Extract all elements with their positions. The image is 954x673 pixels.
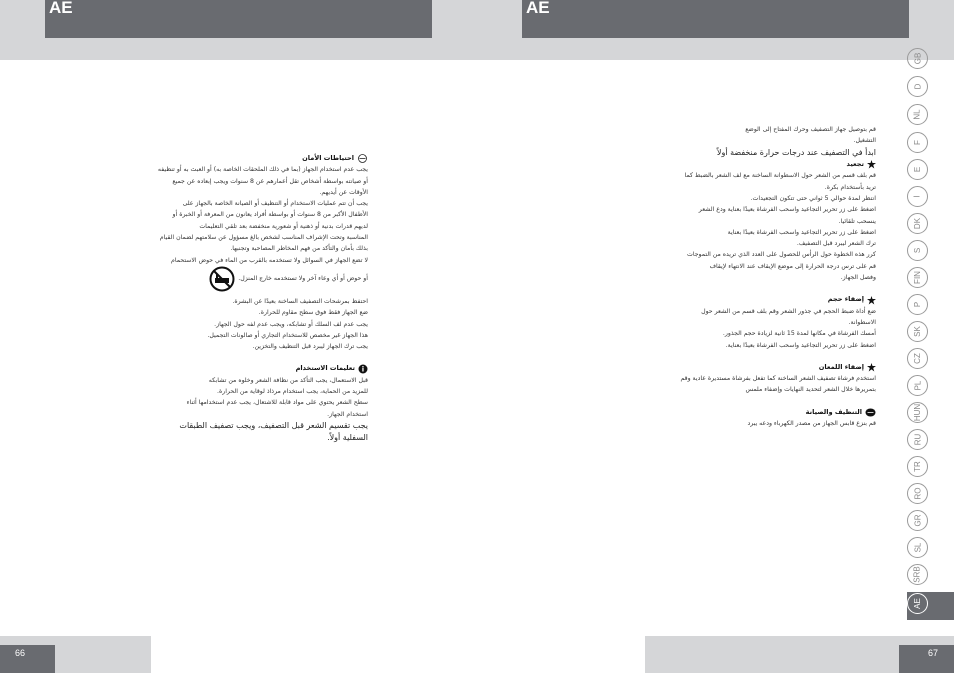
lang-tab-nl[interactable]: NL	[907, 104, 928, 125]
safety-line: بذلك بأمان والتأكد من فهم المخاطر المصاحبة وتجنبها.	[230, 245, 368, 253]
curl-line: قم بلف قسم من الشعر حول الاسطوانة الساخنة مع لف الشعر بالضبط كما	[684, 172, 876, 180]
curl-line: انتظر لمدة حوالي 5 ثواني حتى تتكون التجعيدات.	[750, 194, 876, 202]
safety-line: لا تضع الجهاز في السوائل ولا تستخدمه بالقرب من الماء في حوض الاستحمام	[171, 256, 368, 264]
intro-line: التشغيل.	[853, 137, 876, 145]
curl-line: اضغط على زر تحرير التجاعيد واسحب الفرشاة بعيدًا بعناية ودع الشعر	[698, 206, 876, 214]
lang-tab-sk[interactable]: SK	[907, 321, 928, 342]
shine-heading	[666, 362, 876, 373]
left-page-content	[157, 153, 368, 445]
header-lang-left: AE	[45, 0, 432, 38]
clean-line: قم بنزع قابس الجهاز من مصدر الكهرباء ودعه يبرد	[747, 420, 876, 428]
safety-line: الأطفال الأكبر من 8 سنوات أو بواسطة أفراد يعانون من المعرفة أو الخبرة أو	[172, 211, 368, 219]
storage-line: يجب ترك الجهاز ليبرد قبل التنظيف والتخزين.	[252, 343, 368, 351]
usage-line: استخدام الجهاز.	[327, 410, 368, 418]
page-number-left: 66	[0, 645, 55, 673]
curl-line: اضغط على زر تحرير التجاعيد واسحب الفرشاة بعيدًا بعناية	[727, 228, 876, 236]
lang-tab-ae[interactable]: AE	[907, 593, 928, 614]
usage-line: للمزيد من الحماية، يجب استخدام مرذاذ لوقاية من الحرارة.	[217, 388, 368, 396]
safety-line: يجب عدم استخدام الجهاز (بما في ذلك الملحقات الخاصة به) أو العبث به أو تنظيفه	[157, 166, 368, 174]
curl-line: وفصل الجهاز.	[840, 274, 876, 282]
lang-tab-gr[interactable]: GR	[907, 510, 928, 531]
safety-line: المناسبة وتحت الإشراف المناسب لشخص بالغ مسؤول عن سلامتهم لضمان القيام	[159, 234, 368, 242]
volume-heading	[666, 294, 876, 305]
clean-heading	[666, 407, 876, 418]
usage-line: سطح الشعر يحتوي على مواد قابلة للاشتعال، يجب عدم استخدامها أثناء	[186, 399, 368, 407]
safety-line: أو حوض أو أي وعاء آخر ولا تستخدمه خارج المنزل.	[238, 275, 368, 283]
header-lang-right: AE	[522, 0, 909, 38]
lang-tab-dk[interactable]: DK	[907, 213, 928, 234]
right-page-content	[666, 124, 876, 429]
lang-tab-cz[interactable]: CZ	[907, 348, 928, 369]
lang-tab-gb[interactable]: GB	[907, 48, 928, 69]
lang-tab-s[interactable]: S	[907, 240, 928, 261]
sectioning-note: يجب تقسيم الشعر قبل التصفيف، ويجب تصفيف الطبقات	[179, 420, 368, 430]
lang-tab-i[interactable]: I	[907, 186, 928, 207]
intro-line: قم بتوصيل جهاز التصفيف وحرك المفتاح إلى الوضع	[745, 126, 876, 133]
sectioning-note: السفلية أولاً.	[327, 433, 368, 443]
storage-line: هذا الجهاز غير مخصص للاستخدام التجاري أو صالونات التجميل.	[207, 331, 368, 339]
shine-title: إضفاء اللمعان	[818, 362, 864, 371]
shine-line: استخدم فرشاة تصفيف الشعر الساخنة كما تفعل بفرشاة مستديرة عادية وقم	[680, 375, 876, 383]
safety-line: أو صيانته بواسطة أشخاص تقل أعمارهم عن 8 سنوات ويجب إبعاده عن جميع	[172, 177, 368, 185]
lang-tab-ro[interactable]: RO	[907, 483, 928, 504]
star-burst-icon	[867, 296, 876, 305]
shine-line: بتمريرها خلال الشعر لتحديد النهايات وإضفاء ملمس	[745, 386, 876, 394]
star-burst-icon	[867, 160, 876, 169]
curl-title: تجعيد	[846, 160, 864, 169]
svg-text:i: i	[361, 365, 365, 374]
storage-line: ضع الجهاز فقط فوق سطح مقاوم للحرارة.	[258, 309, 368, 317]
usage-title: تعليمات الاستخدام	[295, 364, 355, 373]
info-icon	[358, 364, 368, 374]
curl-line: تريد بأستخدام بكرة.	[824, 183, 876, 191]
volume-title: إضفاء حجم	[827, 295, 864, 304]
star-burst-icon	[867, 363, 876, 372]
no-bathtub-icon	[209, 266, 235, 292]
usage-line: قبل الاستعمال، يجب التأكد من نظافة الشعر وخلوه من تشابكه	[208, 376, 368, 384]
curl-line: ينسحب تلقائيا.	[838, 217, 876, 225]
warning-circle-icon	[357, 154, 368, 163]
curl-line: قم على ترس درجة الحرارة إلى موضع الإيقاف عند الانتهاء لإيقاف	[709, 262, 876, 270]
volume-line: ضع أداة ضبط الحجم في جذور الشعر وقم بلف قسم من الشعر حول	[701, 307, 876, 315]
volume-line: أمسك الفرشاة في مكانها لمدة 15 ثانية لزيادة حجم الجذور.	[722, 330, 876, 338]
lang-tab-pl[interactable]: PL	[907, 375, 928, 396]
safety-title: احتياطات الأمان	[302, 154, 354, 162]
start-low-temp-note: ابدأ في التصفيف عند درجات حرارة منخفضة أولاً	[716, 147, 876, 157]
lang-tab-e[interactable]: E	[907, 159, 928, 180]
safety-line: لديهم قدرات بدنية أو ذهنية أو شعورية منخفضة بعد تلقي التعليمات	[199, 222, 368, 230]
lang-tab-fin[interactable]: FIN	[907, 267, 928, 288]
volume-line: اضغط على زر تحرير التجاعيد واسحب الفرشاة بعيدًا بعناية.	[725, 341, 876, 349]
clean-title: التنظيف والصيانة	[805, 407, 862, 416]
storage-line: يجب عدم لف السلك أو تشابكه، ويجب عدم لفه حول الجهاز.	[214, 320, 368, 328]
curl-heading	[666, 159, 876, 170]
cleaning-icon	[865, 408, 876, 417]
volume-line: الاسطوانة.	[848, 318, 876, 326]
safety-line: الأوقات عن أيديهم.	[319, 188, 368, 196]
storage-line: احتفظ بمرشحات التصفيف الساخنة بعيدًا عن البشرة.	[232, 297, 368, 305]
lang-tab-d[interactable]: D	[907, 76, 928, 97]
lang-tab-ru[interactable]: RU	[907, 429, 928, 450]
no-bath-row	[163, 266, 368, 292]
lang-tab-srb[interactable]: SRB	[907, 564, 928, 585]
lang-tab-p[interactable]: P	[907, 294, 928, 315]
lang-tab-sl[interactable]: SL	[907, 537, 928, 558]
curl-line: كرر هذه الخطوة حول الرأس للحصول على العدد الذي تريده من التموجات	[687, 251, 876, 259]
lang-tab-tr[interactable]: TR	[907, 456, 928, 477]
lang-tab-hun[interactable]: HUN	[907, 402, 928, 423]
lang-tab-f[interactable]: F	[907, 132, 928, 153]
safety-heading	[163, 153, 368, 164]
page-number-right: 67	[899, 645, 954, 673]
usage-heading	[163, 363, 368, 374]
curl-line: ترك الشعر ليبرد قبل التصفيف.	[796, 240, 876, 248]
safety-line: يجب أن تتم عمليات الاستخدام أو التنظيف أو الصيانة الخاصة بالجهاز على	[182, 200, 368, 208]
